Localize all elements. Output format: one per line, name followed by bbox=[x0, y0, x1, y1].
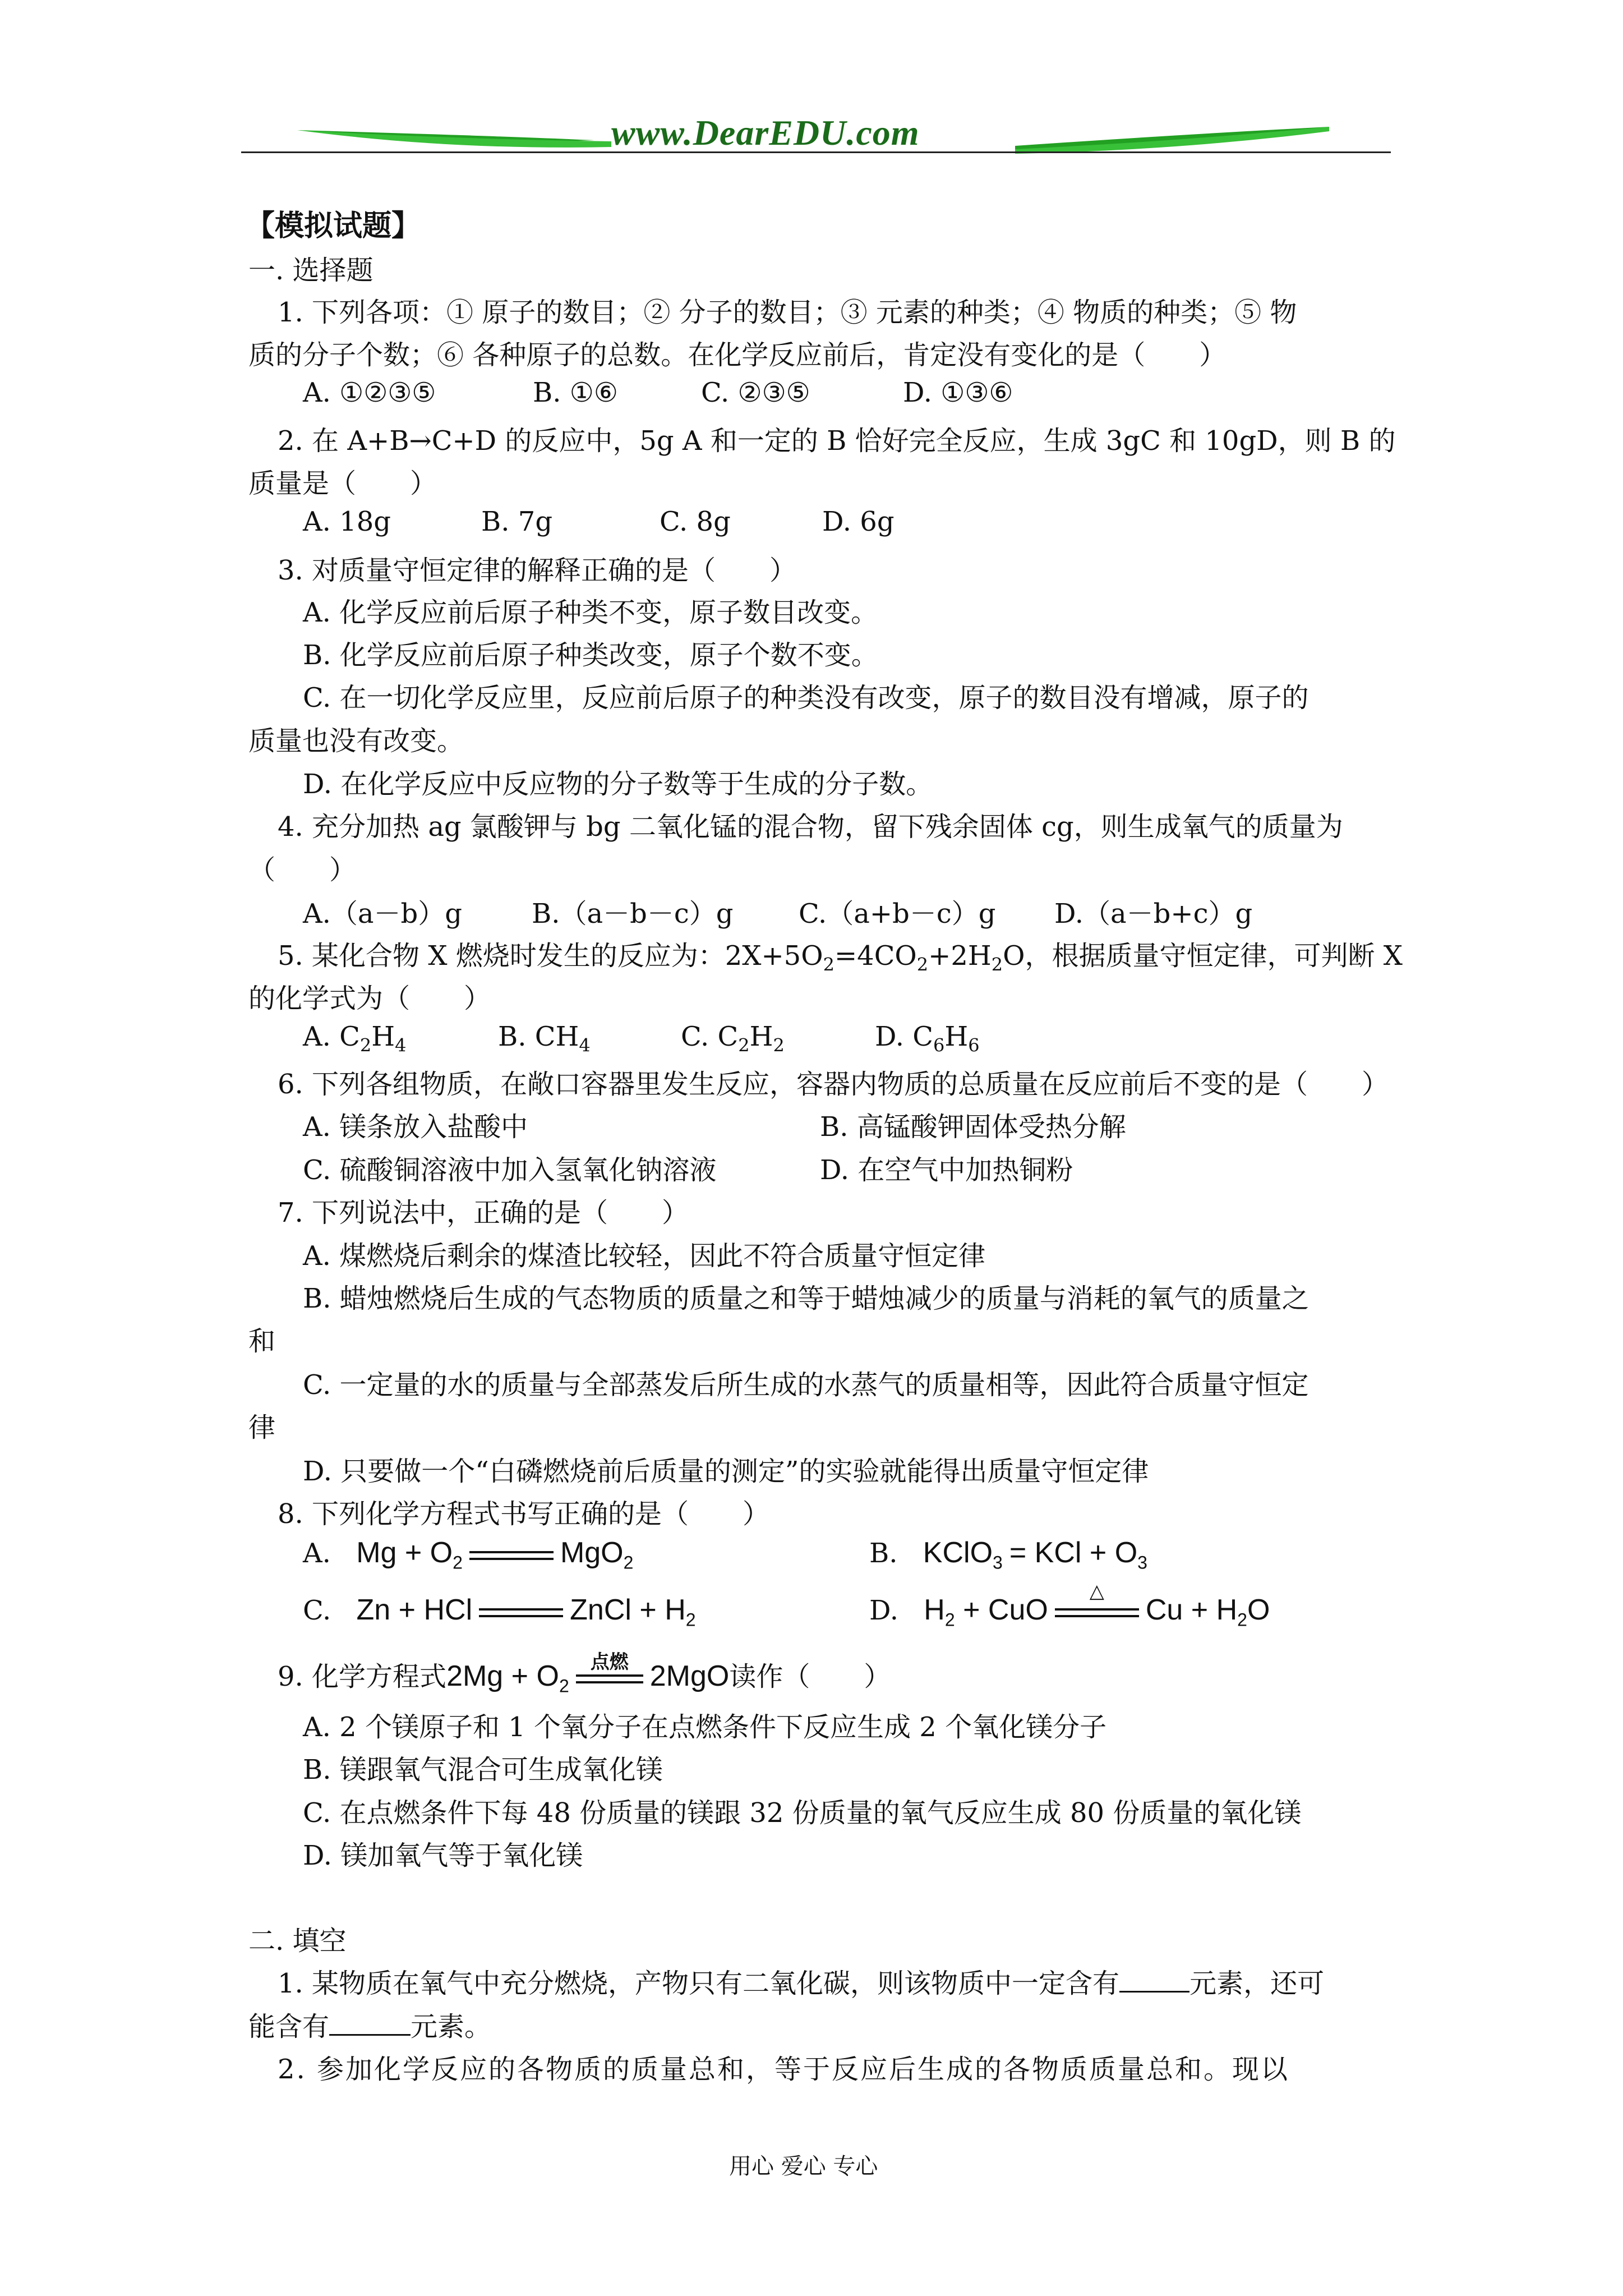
q5-option-d: D. $C_6H_6$ bbox=[875, 1021, 980, 1056]
answer-blank[interactable] bbox=[329, 2034, 411, 2036]
q1-option-b: B. ①⑥ bbox=[533, 377, 618, 408]
heat-condition: △ bbox=[1089, 1580, 1104, 1603]
q5-option-a: A. $C_2H_4$ bbox=[303, 1021, 407, 1056]
fill-q1-line1: 1. 某物质在氧气中充分燃烧，产物只有二氧化碳，则该物质中一定含有 元素，还可 bbox=[278, 1968, 1325, 1999]
q3-option-c-line1: C. 在一切化学反应里，反应前后原子的种类没有改变，原子的数目没有增减，原子的 bbox=[303, 682, 1309, 714]
page-title: 【模拟试题】 bbox=[246, 209, 421, 243]
q3-option-d: D. 在化学反应中反应物的分子数等于生成的分子数。 bbox=[303, 769, 933, 800]
q2-option-a: A. 18g bbox=[303, 506, 391, 537]
q2-option-b: B. 7g bbox=[481, 506, 553, 537]
q3-option-a: A. 化学反应前后原子种类不变，原子数目改变。 bbox=[303, 597, 878, 628]
q7-option-c-line1: C. 一定量的水的质量与全部蒸发后所生成的水蒸气的质量相等，因此符合质量守恒定 bbox=[303, 1369, 1309, 1401]
q1-text-line2: 质的分子个数；⑥ 各种原子的总数。在化学反应前后，肯定没有变化的是（ ） bbox=[248, 339, 1227, 371]
q3-text: 3. 对质量守恒定律的解释正确的是（ ） bbox=[278, 555, 797, 586]
q7-option-b-line2: 和 bbox=[248, 1326, 276, 1357]
q4-text-line2: （ ） bbox=[248, 854, 357, 886]
q9-text: 9. 化学方程式$2Mg + O_2$ 点燃 2MgO读作（ ） bbox=[278, 1655, 891, 1696]
q6-text: 6. 下列各组物质，在敞口容器里发生反应，容器内物质的总质量在反应前后不变的是（ ） bbox=[278, 1069, 1389, 1100]
yields-sign bbox=[469, 1550, 554, 1561]
q3-option-b: B. 化学反应前后原子种类改变，原子个数不变。 bbox=[303, 639, 878, 671]
yields-sign-heat bbox=[1055, 1580, 1139, 1618]
q2-option-d: D. 6g bbox=[822, 506, 895, 537]
fill-q1-line2: 能含有 元素。 bbox=[248, 2011, 492, 2042]
answer-blank[interactable] bbox=[1119, 1991, 1189, 1993]
q5-text-line2: 的化学式为（ ） bbox=[248, 983, 491, 1014]
q8-text: 8. 下列化学方程式书写正确的是（ ） bbox=[278, 1498, 770, 1530]
site-url-logo: www.DearEDU.com bbox=[611, 113, 920, 153]
q6-option-b: B. 高锰酸钾固体受热分解 bbox=[820, 1111, 1126, 1143]
header-divider bbox=[241, 151, 1391, 153]
yields-sign-ignite bbox=[576, 1650, 643, 1685]
q2-option-c: C. 8g bbox=[660, 506, 731, 537]
q5-option-b: B. $CH_4$ bbox=[498, 1021, 591, 1056]
q5-text-line1: 5. 某化合物 X 燃烧时发生的反应为：$2X+5O_2=4CO_2+2H_2O$，根据质量守恒定律，可判断 X bbox=[278, 940, 1403, 976]
page-footer: 用心 爱心 专心 bbox=[729, 2154, 878, 2179]
q8-option-b: B. KClO$_3$ = KCl + $O_3$ bbox=[869, 1536, 1147, 1573]
q7-option-d: D. 只要做一个“白磷燃烧前后质量的测定”的实验就能得出质量守恒定律 bbox=[303, 1456, 1149, 1487]
q4-option-b: B.（a－b－c）g bbox=[532, 898, 734, 930]
q8-option-c: C. Zn + HCl ZnCl + $H_2$ bbox=[303, 1594, 696, 1630]
q6-option-c: C. 硫酸铜溶液中加入氢氧化钠溶液 bbox=[303, 1154, 717, 1186]
q2-text-line2: 质量是（ ） bbox=[248, 468, 437, 499]
q9-option-a: A. 2 个镁原子和 1 个氧分子在点燃条件下反应生成 2 个氧化镁分子 bbox=[303, 1711, 1107, 1743]
q3-option-c-line2: 质量也没有改变。 bbox=[248, 725, 464, 757]
section-heading-fill: 二. 填空 bbox=[248, 1925, 347, 1957]
q1-option-d: D. ①③⑥ bbox=[903, 377, 1013, 408]
q7-option-a: A. 煤燃烧后剩余的煤渣比较轻，因此不符合质量守恒定律 bbox=[303, 1240, 986, 1272]
section-heading-choice: 一. 选择题 bbox=[248, 255, 374, 286]
q8-option-d: D. $H_2$ + CuO △ $Cu + H_2O$ bbox=[869, 1580, 1270, 1630]
q1-text-line1: 1. 下列各项：① 原子的数目；② 分子的数目；③ 元素的种类；④ 物质的种类；⑤ 物 bbox=[278, 297, 1297, 328]
q9-option-b: B. 镁跟氧气混合可生成氧化镁 bbox=[303, 1754, 663, 1786]
q7-option-c-line2: 律 bbox=[248, 1412, 276, 1443]
ignition-condition: 点燃 bbox=[590, 1650, 629, 1673]
q7-option-b-line1: B. 蜡烛燃烧后生成的气态物质的质量之和等于蜡烛减少的质量与消耗的氧气的质量之 bbox=[303, 1283, 1309, 1314]
q1-option-c: C. ②③⑤ bbox=[701, 377, 810, 408]
q1-option-a: A. ①②③⑤ bbox=[303, 377, 436, 408]
yields-sign bbox=[479, 1607, 563, 1618]
fill-q2-line1: 2. 参加化学反应的各物质的质量总和，等于反应后生成的各物质质量总和。现以 bbox=[278, 2054, 1290, 2085]
q9-option-c: C. 在点燃条件下每 48 份质量的镁跟 32 份质量的氧气反应生成 80 份质量的氧化镁 bbox=[303, 1797, 1302, 1829]
q2-text-line1: 2. 在 A+B→C+D 的反应中，5g A 和一定的 B 恰好完全反应，生成 3gC 和 10gD，则 B 的 bbox=[278, 425, 1396, 457]
q9-option-d: D. 镁加氧气等于氧化镁 bbox=[303, 1840, 583, 1871]
q4-option-a: A.（a－b）g bbox=[303, 898, 462, 930]
q4-text-line1: 4. 充分加热 ag 氯酸钾与 bg 二氧化锰的混合物，留下残余固体 cg，则生成氧气的质量为 bbox=[278, 811, 1343, 843]
q5-option-c: C. $C_2H_2$ bbox=[681, 1021, 785, 1056]
q7-text: 7. 下列说法中，正确的是（ ） bbox=[278, 1197, 689, 1228]
q8-option-a: A. $Mg + O_2$ MgO$_2$ bbox=[303, 1536, 634, 1573]
q4-option-d: D.（a－b+c）g bbox=[1054, 898, 1253, 930]
q6-option-d: D. 在空气中加热铜粉 bbox=[820, 1154, 1073, 1186]
q6-option-a: A. 镁条放入盐酸中 bbox=[303, 1111, 528, 1143]
q4-option-c: C.（a+b－c）g bbox=[799, 898, 996, 930]
